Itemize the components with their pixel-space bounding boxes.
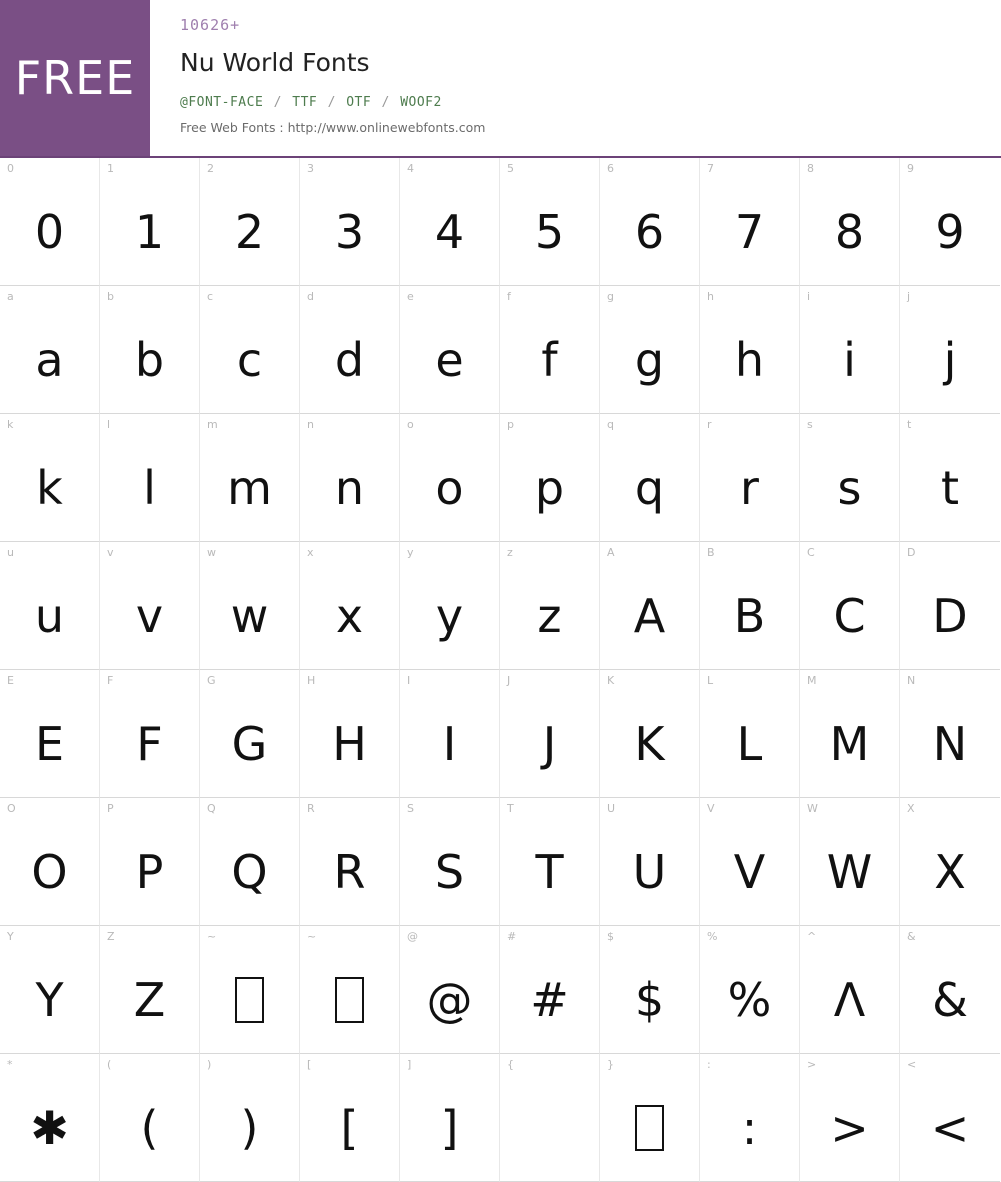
glyph-sample: R (333, 845, 366, 899)
glyph-cell[interactable] (900, 798, 1000, 926)
glyph-cell[interactable] (400, 798, 500, 926)
glyph-code-label: D (907, 546, 916, 559)
glyph-code-label: R (307, 802, 315, 815)
glyph-cell[interactable] (400, 670, 500, 798)
glyph-sample: b (134, 333, 165, 387)
glyph-code-label: % (707, 930, 718, 943)
glyph-code-label: c (207, 290, 214, 303)
glyph-cell[interactable] (100, 414, 200, 542)
glyph-sample: H (332, 717, 367, 771)
glyph-code-label: m (207, 418, 218, 431)
glyph-cell[interactable] (300, 286, 400, 414)
glyph-cell[interactable] (800, 286, 900, 414)
format-tag: TTF (292, 95, 318, 110)
glyph-code-label: a (7, 290, 14, 303)
format-list (180, 95, 1001, 110)
glyph-sample: D (932, 589, 968, 643)
glyph-cell[interactable] (200, 158, 300, 286)
page-title: Nu World Fonts (180, 48, 370, 77)
glyph-code-label: { (507, 1058, 514, 1071)
glyph-sample: 9 (935, 205, 965, 259)
glyph-code-label: Q (207, 802, 216, 815)
glyph-cell[interactable] (600, 158, 700, 286)
glyph-cell[interactable] (100, 542, 200, 670)
glyph-sample: k (36, 461, 63, 515)
glyph-cell[interactable] (400, 286, 500, 414)
glyph-sample: 2 (234, 205, 265, 259)
glyph-code-label: P (107, 802, 114, 815)
glyph-cell[interactable] (700, 1054, 800, 1182)
glyph-row (0, 670, 1001, 798)
glyph-cell[interactable] (0, 926, 100, 1054)
glyph-sample: M (829, 717, 870, 771)
glyph-cell[interactable] (900, 670, 1000, 798)
glyph-cell[interactable] (800, 1054, 900, 1182)
glyph-sample: m (227, 461, 272, 515)
glyph-cell[interactable] (200, 286, 300, 414)
glyph-sample: 8 (834, 205, 865, 259)
glyph-code-label: 5 (507, 162, 514, 175)
glyph-code-label: b (107, 290, 114, 303)
glyph-sample: o (435, 461, 464, 515)
glyph-code-label: T (507, 802, 514, 815)
glyph-code-label: Y (7, 930, 14, 943)
glyph-sample: $ (634, 973, 665, 1027)
glyph-cell[interactable] (500, 414, 600, 542)
glyph-sample: n (334, 461, 365, 515)
glyph-sample: e (435, 333, 464, 387)
glyph-code-label: M (807, 674, 817, 687)
glyph-cell[interactable] (400, 158, 500, 286)
glyph-sample: 5 (534, 205, 565, 259)
glyph-sample (600, 1080, 699, 1176)
glyph-code-label: i (807, 290, 811, 303)
glyph-cell[interactable] (400, 542, 500, 670)
glyph-sample: Z (133, 973, 166, 1027)
glyph-cell[interactable] (0, 1054, 100, 1182)
glyph-cell[interactable] (400, 1054, 500, 1182)
format-tag: OTF (346, 95, 372, 110)
glyph-code-label: & (907, 930, 916, 943)
glyph-sample: d (334, 333, 365, 387)
glyph-code-label: E (7, 674, 14, 687)
glyph-cell[interactable] (500, 158, 600, 286)
glyph-code-label: h (707, 290, 714, 303)
glyph-sample: p (534, 461, 565, 515)
glyph-cell[interactable] (0, 542, 100, 670)
glyph-cell[interactable] (500, 542, 600, 670)
glyph-code-label: I (407, 674, 411, 687)
glyph-cell[interactable] (300, 158, 400, 286)
glyph-code-label: > (807, 1058, 817, 1071)
glyph-sample: s (837, 461, 862, 515)
glyph-cell[interactable] (700, 542, 800, 670)
glyph-code-label: x (307, 546, 314, 559)
glyph-row (0, 926, 1001, 1054)
glyph-sample: K (634, 717, 665, 771)
glyph-code-label: e (407, 290, 414, 303)
glyph-code-label: ) (207, 1058, 212, 1071)
glyph-row (0, 798, 1001, 926)
glyph-sample: N (932, 717, 968, 771)
glyph-cell[interactable] (200, 414, 300, 542)
glyph-code-label: # (507, 930, 517, 943)
glyph-sample: g (634, 333, 665, 387)
glyph-code-label: 3 (307, 162, 314, 175)
glyph-row (0, 414, 1001, 542)
glyph-grid (0, 158, 1001, 1182)
glyph-code-label: u (7, 546, 14, 559)
glyph-code-label: d (307, 290, 314, 303)
glyph-sample: F (136, 717, 163, 771)
glyph-sample: q (634, 461, 665, 515)
glyph-code-label: 7 (707, 162, 714, 175)
glyph-sample: a (35, 333, 64, 387)
font-version: 10626+ (180, 16, 241, 34)
glyph-code-label: A (607, 546, 615, 559)
glyph-sample: 1 (134, 205, 165, 259)
glyph-code-label: y (407, 546, 414, 559)
glyph-cell[interactable] (900, 414, 1000, 542)
glyph-cell[interactable] (700, 926, 800, 1054)
glyph-cell[interactable] (300, 926, 400, 1054)
glyph-cell[interactable] (700, 158, 800, 286)
glyph-code-label: W (807, 802, 818, 815)
glyph-row (0, 1054, 1001, 1182)
glyph-code-label: G (207, 674, 216, 687)
glyph-sample: X (934, 845, 966, 899)
glyph-cell[interactable] (0, 414, 100, 542)
glyph-sample: ) (240, 1101, 259, 1155)
glyph-cell[interactable] (900, 542, 1000, 670)
glyph-code-label: g (607, 290, 614, 303)
glyph-cell[interactable] (700, 798, 800, 926)
glyph-row (0, 286, 1001, 414)
glyph-cell[interactable] (300, 542, 400, 670)
glyph-sample: J (542, 717, 557, 771)
glyph-sample (500, 1080, 599, 1176)
glyph-cell[interactable] (500, 286, 600, 414)
glyph-cell[interactable] (200, 1054, 300, 1182)
glyph-cell[interactable] (500, 798, 600, 926)
glyph-sample: i (843, 333, 856, 387)
glyph-code-label: $ (607, 930, 614, 943)
format-separator: / (373, 95, 399, 110)
glyph-code-label: 0 (7, 162, 14, 175)
glyph-sample: ] (440, 1101, 459, 1155)
glyph-code-label: w (207, 546, 216, 559)
glyph-sample: t (940, 461, 960, 515)
glyph-sample: # (530, 973, 569, 1027)
glyph-sample: ✱ (30, 1101, 69, 1155)
glyph-code-label: V (707, 802, 715, 815)
glyph-cell[interactable] (0, 798, 100, 926)
glyph-sample: A (633, 589, 666, 643)
glyph-sample (200, 952, 299, 1048)
glyph-code-label: s (807, 418, 813, 431)
format-separator: / (319, 95, 345, 110)
glyph-row (0, 158, 1001, 286)
glyph-sample: r (740, 461, 759, 515)
page-header (0, 0, 1001, 158)
glyph-code-label: H (307, 674, 316, 687)
glyph-cell[interactable] (600, 286, 700, 414)
glyph-cell[interactable] (200, 670, 300, 798)
glyph-code-label: r (707, 418, 712, 431)
glyph-code-label: O (7, 802, 16, 815)
glyph-code-label: < (907, 1058, 917, 1071)
glyph-sample: j (943, 333, 957, 387)
glyph-sample: 0 (34, 205, 65, 259)
glyph-code-label: L (707, 674, 714, 687)
glyph-code-label: U (607, 802, 616, 815)
glyph-cell[interactable] (400, 926, 500, 1054)
glyph-code-label: f (507, 290, 511, 303)
glyph-code-label: @ (407, 930, 418, 943)
glyph-sample: B (733, 589, 766, 643)
glyph-cell[interactable] (300, 1054, 400, 1182)
glyph-code-label: Z (107, 930, 115, 943)
glyph-sample: G (231, 717, 268, 771)
format-tag: WOOF2 (400, 95, 442, 110)
glyph-code-label: o (407, 418, 414, 431)
glyph-cell[interactable] (600, 542, 700, 670)
glyph-cell[interactable] (800, 926, 900, 1054)
glyph-code-label: p (507, 418, 514, 431)
glyph-code-label: S (407, 802, 414, 815)
glyph-sample: 7 (734, 205, 765, 259)
glyph-code-label: n (307, 418, 314, 431)
glyph-sample: > (830, 1101, 869, 1155)
glyph-cell[interactable] (900, 286, 1000, 414)
glyph-code-label: C (807, 546, 815, 559)
glyph-code-label: 9 (907, 162, 914, 175)
glyph-code-label: F (107, 674, 114, 687)
glyph-sample: 4 (434, 205, 465, 259)
glyph-cell[interactable] (300, 414, 400, 542)
glyph-sample: x (335, 589, 364, 643)
glyph-cell[interactable] (700, 414, 800, 542)
glyph-sample: ( (140, 1101, 159, 1155)
glyph-cell[interactable] (300, 670, 400, 798)
glyph-sample: [ (340, 1101, 359, 1155)
glyph-sample: S (434, 845, 465, 899)
glyph-cell[interactable] (200, 926, 300, 1054)
glyph-sample: v (135, 589, 164, 643)
glyph-sample: W (826, 845, 873, 899)
glyph-cell[interactable] (500, 926, 600, 1054)
glyph-sample: c (236, 333, 263, 387)
glyph-code-label: ~ (207, 930, 217, 943)
glyph-sample: @ (426, 973, 473, 1027)
glyph-code-label: ] (407, 1058, 412, 1071)
glyph-code-label: t (907, 418, 912, 431)
glyph-code-label: [ (307, 1058, 312, 1071)
glyph-sample: L (736, 717, 763, 771)
glyph-cell[interactable] (900, 158, 1000, 286)
glyph-sample: l (143, 461, 156, 515)
glyph-code-label: 4 (407, 162, 414, 175)
glyph-sample: C (833, 589, 866, 643)
glyph-cell[interactable] (0, 286, 100, 414)
source-subtitle: Free Web Fonts : http://www.onlinewebfonts.com (180, 120, 486, 135)
glyph-cell[interactable] (700, 670, 800, 798)
glyph-code-label: q (607, 418, 614, 431)
glyph-cell[interactable] (500, 1054, 600, 1182)
glyph-code-label: 1 (107, 162, 114, 175)
glyph-code-label: 8 (807, 162, 814, 175)
glyph-sample: < (930, 1101, 970, 1155)
glyph-cell[interactable] (900, 1054, 1000, 1182)
glyph-sample: : (741, 1101, 758, 1155)
glyph-cell[interactable] (600, 670, 700, 798)
glyph-sample: & (932, 973, 968, 1027)
glyph-sample: I (442, 717, 457, 771)
glyph-cell[interactable] (600, 414, 700, 542)
glyph-code-label: 2 (207, 162, 214, 175)
glyph-sample: h (734, 333, 765, 387)
glyph-code-label: v (107, 546, 114, 559)
glyph-sample: T (535, 845, 564, 899)
glyph-code-label: * (7, 1058, 13, 1071)
glyph-cell[interactable] (400, 414, 500, 542)
glyph-code-label: l (107, 418, 111, 431)
glyph-code-label: k (7, 418, 14, 431)
glyph-code-label: 6 (607, 162, 614, 175)
header-info (150, 0, 1001, 156)
glyph-sample: f (541, 333, 558, 387)
glyph-sample: P (135, 845, 164, 899)
glyph-code-label: K (607, 674, 615, 687)
glyph-sample: w (230, 589, 269, 643)
glyph-code-label: : (707, 1058, 711, 1071)
glyph-cell[interactable] (600, 798, 700, 926)
glyph-code-label: } (607, 1058, 614, 1071)
glyph-code-label: j (907, 290, 911, 303)
glyph-cell[interactable] (900, 926, 1000, 1054)
glyph-cell[interactable] (200, 798, 300, 926)
glyph-row (0, 542, 1001, 670)
glyph-cell[interactable] (800, 542, 900, 670)
glyph-cell[interactable] (100, 798, 200, 926)
glyph-cell[interactable] (600, 1054, 700, 1182)
glyph-sample: z (537, 589, 562, 643)
glyph-sample: 6 (634, 205, 665, 259)
glyph-cell[interactable] (100, 286, 200, 414)
glyph-cell[interactable] (500, 670, 600, 798)
glyph-sample: Q (231, 845, 268, 899)
glyph-code-label: B (707, 546, 715, 559)
glyph-code-label: J (507, 674, 511, 687)
glyph-sample: u (34, 589, 65, 643)
glyph-cell[interactable] (300, 798, 400, 926)
glyph-sample: V (733, 845, 766, 899)
glyph-sample (300, 952, 399, 1048)
glyph-code-label: ( (107, 1058, 112, 1071)
glyph-cell[interactable] (800, 158, 900, 286)
glyph-cell[interactable] (100, 926, 200, 1054)
format-tag: @FONT-FACE (180, 95, 264, 110)
glyph-sample: O (31, 845, 68, 899)
glyph-cell[interactable] (800, 798, 900, 926)
format-separator: / (265, 95, 291, 110)
glyph-cell[interactable] (0, 670, 100, 798)
free-badge: FREE (0, 0, 150, 156)
glyph-sample: Λ (833, 973, 866, 1027)
glyph-code-label: z (507, 546, 513, 559)
glyph-cell[interactable] (100, 158, 200, 286)
glyph-cell[interactable] (100, 1054, 200, 1182)
glyph-code-label: N (907, 674, 916, 687)
glyph-code-label: ^ (807, 930, 817, 943)
glyph-sample: 3 (334, 205, 365, 259)
glyph-cell[interactable] (800, 670, 900, 798)
glyph-cell[interactable] (200, 542, 300, 670)
glyph-sample: % (727, 973, 772, 1027)
glyph-cell[interactable] (600, 926, 700, 1054)
glyph-sample: E (34, 717, 65, 771)
glyph-code-label: X (907, 802, 915, 815)
glyph-cell[interactable] (700, 286, 800, 414)
glyph-sample: U (632, 845, 667, 899)
glyph-sample: Y (35, 973, 64, 1027)
glyph-code-label: ~ (307, 930, 317, 943)
glyph-cell[interactable] (0, 158, 100, 286)
glyph-sample: y (435, 589, 464, 643)
glyph-cell[interactable] (100, 670, 200, 798)
glyph-cell[interactable] (800, 414, 900, 542)
